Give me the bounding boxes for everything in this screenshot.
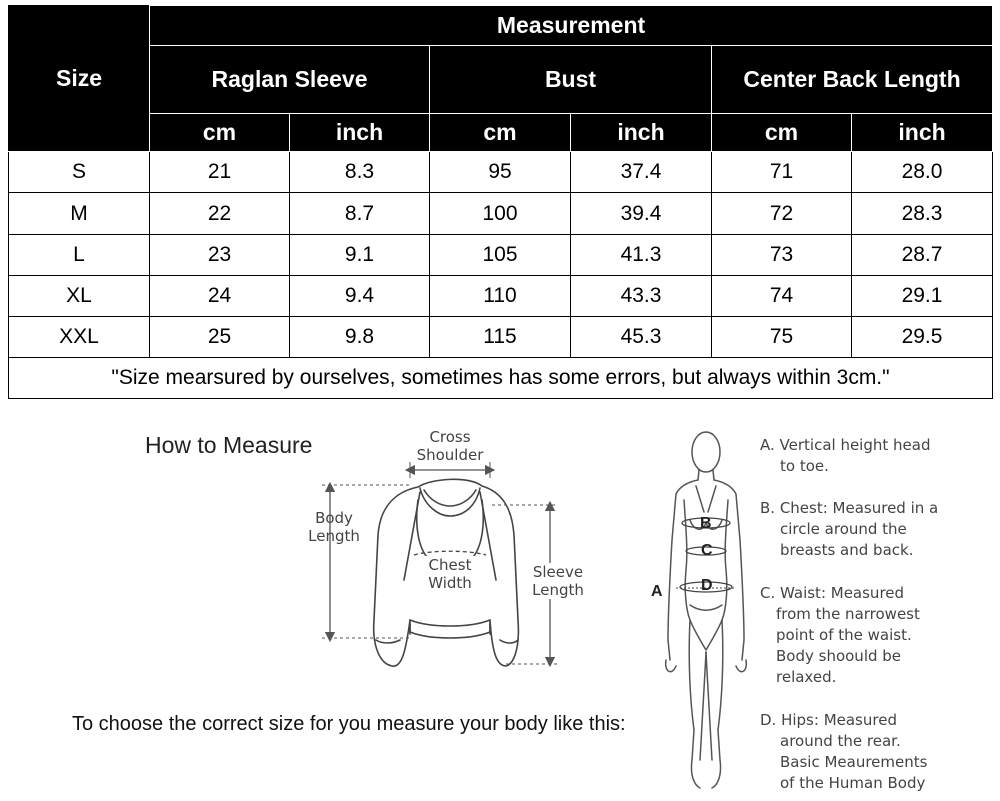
table-cell: 75	[712, 316, 852, 357]
table-cell: 100	[430, 193, 571, 234]
unit-header: inch	[571, 114, 712, 152]
note-line: circle around the	[780, 520, 907, 538]
unit-header: inch	[290, 114, 430, 152]
note-hips	[760, 710, 927, 794]
measurement-header: Measurement	[150, 6, 993, 46]
note-height	[760, 435, 930, 477]
table-cell: 39.4	[571, 193, 712, 234]
note-line: breasts and back.	[780, 541, 914, 559]
cross-shoulder-label	[408, 428, 492, 464]
note-line: Basic Meaurements	[780, 753, 928, 771]
body-letter-a: A	[651, 583, 663, 600]
table-cell: 9.1	[290, 234, 430, 275]
note-waist	[760, 583, 920, 688]
table-cell: 43.3	[571, 275, 712, 316]
table-cell: 73	[712, 234, 852, 275]
size-column-header: Size	[9, 6, 150, 152]
note-chest	[760, 498, 938, 561]
group-header-bust: Bust	[430, 46, 712, 114]
table-cell: 25	[150, 316, 290, 357]
table-cell: XXL	[9, 316, 150, 357]
body-letter-c: C	[701, 542, 713, 559]
table-cell: 9.4	[290, 275, 430, 316]
note-line: around the rear.	[780, 732, 901, 750]
table-cell: 28.0	[852, 152, 993, 193]
note-line: point of the waist.	[776, 626, 912, 644]
group-header-center-back-length: Center Back Length	[712, 46, 993, 114]
table-cell: 9.8	[290, 316, 430, 357]
measurement-disclaimer: "Size mearsured by ourselves, sometimes has some errors, but always within 3cm."	[9, 357, 993, 398]
table-cell: 72	[712, 193, 852, 234]
table-cell: 23	[150, 234, 290, 275]
unit-header: inch	[852, 114, 993, 152]
note-line: of the Human Body	[780, 774, 926, 792]
label-line: Width	[428, 574, 472, 592]
choose-size-instruction: To choose the correct size for you measure your body like this:	[72, 713, 626, 735]
chest-width-label	[418, 556, 482, 592]
table-cell: 28.7	[852, 234, 993, 275]
table-cell: 24	[150, 275, 290, 316]
human-body-figure-icon	[666, 432, 747, 788]
table-cell: 22	[150, 193, 290, 234]
note-line: A. Vertical height head	[760, 436, 931, 454]
table-cell: 74	[712, 275, 852, 316]
table-cell: 21	[150, 152, 290, 193]
table-cell: 105	[430, 234, 571, 275]
label-line: Sleeve	[532, 563, 584, 581]
table-cell: 115	[430, 316, 571, 357]
label-line: Shoulder	[416, 446, 484, 464]
table-cell: S	[9, 152, 150, 193]
label-line: Cross	[429, 428, 471, 446]
table-cell: 37.4	[571, 152, 712, 193]
table-cell: 41.3	[571, 234, 712, 275]
note-line: Body shoould be	[776, 647, 902, 665]
how-to-measure-title: How to Measure	[145, 432, 313, 458]
table-cell: M	[9, 193, 150, 234]
note-line: relaxed.	[776, 668, 837, 686]
table-cell: 71	[712, 152, 852, 193]
note-line: C. Waist: Measured	[760, 584, 905, 602]
table-cell: 8.7	[290, 193, 430, 234]
label-line: Chest	[428, 556, 472, 574]
label-line: Length	[308, 527, 360, 545]
unit-header: cm	[150, 114, 290, 152]
body-letter-b: B	[700, 515, 712, 532]
unit-header: cm	[430, 114, 571, 152]
body-length-label	[304, 509, 364, 545]
label-line: Length	[532, 581, 584, 599]
table-cell: 29.5	[852, 316, 993, 357]
table-cell: 95	[430, 152, 571, 193]
table-cell: 28.3	[852, 193, 993, 234]
note-line: from the narrowest	[776, 605, 920, 623]
table-cell: 110	[430, 275, 571, 316]
label-line: Body	[315, 509, 353, 527]
table-cell: 29.1	[852, 275, 993, 316]
note-line: to toe.	[780, 457, 829, 475]
note-line: D. Hips: Measured	[760, 711, 897, 729]
sleeve-length-label	[526, 563, 590, 599]
unit-header: cm	[712, 114, 852, 152]
table-cell: L	[9, 234, 150, 275]
table-cell: XL	[9, 275, 150, 316]
table-cell: 8.3	[290, 152, 430, 193]
table-cell: 45.3	[571, 316, 712, 357]
body-letter-d: D	[701, 577, 713, 594]
group-header-raglan-sleeve: Raglan Sleeve	[150, 46, 430, 114]
note-line: B. Chest: Measured in a	[760, 499, 939, 517]
